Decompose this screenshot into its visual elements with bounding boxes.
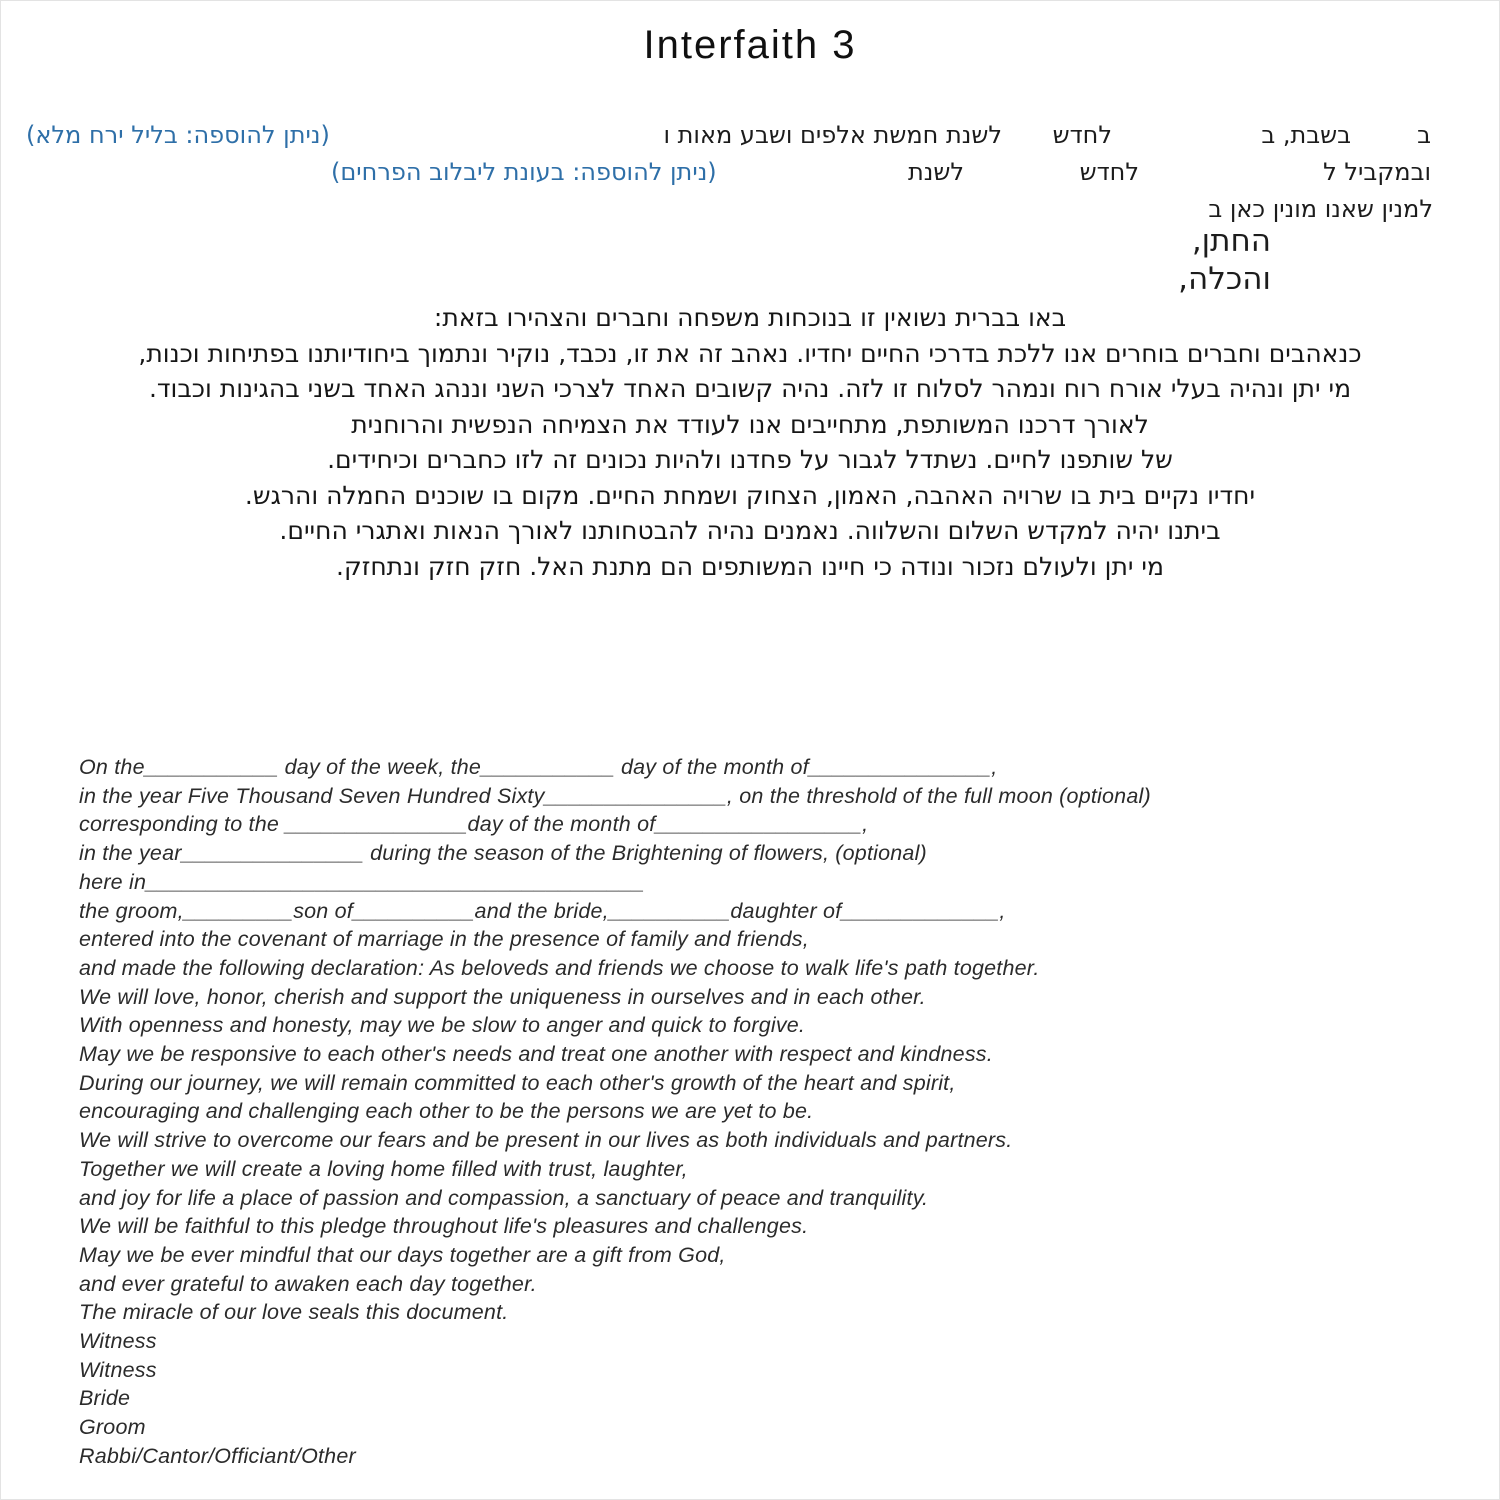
english-declaration-line-3: With openness and honesty, may we be slow to anger and quick to forgive. — [79, 1013, 806, 1038]
english-date-line-1: On the___________ day of the week, the___________ day of the month of_______________, — [79, 755, 998, 779]
english-covenant-line: entered into the covenant of marriage in the presence of family and friends, — [79, 927, 809, 952]
hebrew-day-letter: ב — [1417, 121, 1431, 149]
bride-signature-label: Bride — [79, 1386, 131, 1411]
english-date-line-4: in the year_______________ during the season of the Brightening of flowers, (optional) — [79, 841, 927, 866]
hebrew-optional-flowers-note: (ניתן להוספה: בעונת ליבלוב הפרחים) — [331, 158, 717, 186]
hebrew-month-word-1: לחדש — [1052, 121, 1112, 149]
english-declaration-line-11: May we be ever mindful that our days together are a gift from God, — [79, 1242, 726, 1267]
hebrew-declaration-line-8: מי יתן ולעולם נזכור ונודה כי חיינו המשותפים הם מתנת האל. חזק חזק ונתחזק. — [336, 551, 1164, 581]
english-location-line: here in_________________________________________ — [79, 869, 645, 894]
hebrew-declaration-line-6: יחדיו נקיים בית בו שרויה האהבה, האמון, הצחוק ושמחת החיים. מקום בו שוכנים החמלה והרגש. — [244, 480, 1256, 510]
english-declaration-line-9: and joy for life a place of passion and compassion, a sanctuary of peace and tranquility. — [79, 1185, 929, 1210]
hebrew-counting-here-phrase: למנין שאנו מונין כאן ב — [1208, 195, 1433, 223]
english-date-line-2: in the year Five Thousand Seven Hundred Sixty_______________, on the threshold of the full moon (optional) — [79, 783, 1151, 808]
hebrew-year-word-2: לשנת — [907, 158, 964, 186]
officiant-signature-label: Rabbi/Cantor/Officiant/Other — [79, 1443, 356, 1468]
english-translation-block — [79, 753, 1151, 1471]
hebrew-declaration-line-7: ביתנו יהיה למקדש השלום והשלווה. נאמנים נהיה להבטחותנו לאורך הנאות ואתגרי החיים. — [279, 516, 1221, 545]
hebrew-corresponding-word: ובמקביל ל — [1323, 158, 1431, 186]
english-declaration-line-2: We will love, honor, cherish and support the uniqueness in ourselves and in each other. — [79, 984, 926, 1009]
english-declaration-line-12: and ever grateful to awaken each day together. — [79, 1271, 537, 1296]
english-seal-line: The miracle of our love seals this document. — [79, 1300, 509, 1325]
english-declaration-line-4: May we be responsive to each other's needs and treat one another with respect and kindness. — [79, 1042, 993, 1067]
hebrew-declaration-paragraph — [1, 300, 1499, 584]
hebrew-year-phrase: לשנת חמשת אלפים ושבע מאות ו — [663, 121, 1002, 149]
english-declaration-line-8: Together we will create a loving home filled with trust, laughter, — [79, 1156, 688, 1181]
hebrew-declaration-line-4: לאורך דרכנו המשותפת, מתחייבים אנו לעודד את הצמיחה הנפשית והרוחנית — [351, 409, 1149, 439]
hebrew-shabbat-word: בשבת, ב — [1261, 121, 1351, 149]
english-names-line: the groom,_________son of__________and the bride,__________daughter of_____________, — [79, 898, 1006, 923]
hebrew-declaration-line-3: מי יתן ונהיה בעלי אורח רוח ונמהר לסלוח זו לזה. נהיה קשובים האחד לצרכי השני וננהג האחד בשני בהגינות וכבוד. — [148, 374, 1352, 403]
english-declaration-line-6: encouraging and challenging each other to be the persons we are yet to be. — [79, 1099, 814, 1124]
hebrew-declaration-line-5: של שותפנו לחיים. נשתדל לגבור על פחדנו ולהיות נכונים זה לזו כחברים וכיחידים. — [327, 445, 1173, 474]
groom-signature-label: Groom — [79, 1415, 146, 1440]
hebrew-bride-label: והכלה, — [1178, 261, 1271, 297]
english-declaration-line-7: We will strive to overcome our fears and be present in our lives as both individuals and partners. — [79, 1128, 1013, 1153]
hebrew-groom-label: החתן, — [1191, 223, 1271, 259]
hebrew-declaration-line-2: כנאהבים וחברים בוחרים אנו ללכת בדרכי החיים יחדיו. נאהב זה את זו, נכבד, נוקיר ונתמוך ביחודיותנו בפתיחות וכנות, — [138, 338, 1362, 368]
page-title: Interfaith 3 — [643, 23, 857, 67]
witness-2-label: Witness — [79, 1357, 157, 1382]
hebrew-optional-full-moon-note: (ניתן להוספה: בליל ירח מלא) — [26, 121, 330, 149]
english-declaration-line-10: We will be faithful to this pledge throughout life's pleasures and challenges. — [79, 1214, 809, 1239]
english-declaration-line-1: and made the following declaration: As beloveds and friends we choose to walk life's path together. — [79, 955, 1040, 980]
witness-1-label: Witness — [79, 1329, 157, 1354]
english-declaration-line-5: During our journey, we will remain committed to each other's growth of the heart and spirit, — [79, 1070, 956, 1095]
hebrew-month-word-2: לחדש — [1079, 158, 1139, 186]
english-date-line-3: corresponding to the _______________day of the month of_________________, — [79, 812, 869, 837]
hebrew-declaration-line-1: באו בברית נשואין זו בנוכחות משפחה וחברים והצהירו בזאת: — [433, 303, 1067, 332]
